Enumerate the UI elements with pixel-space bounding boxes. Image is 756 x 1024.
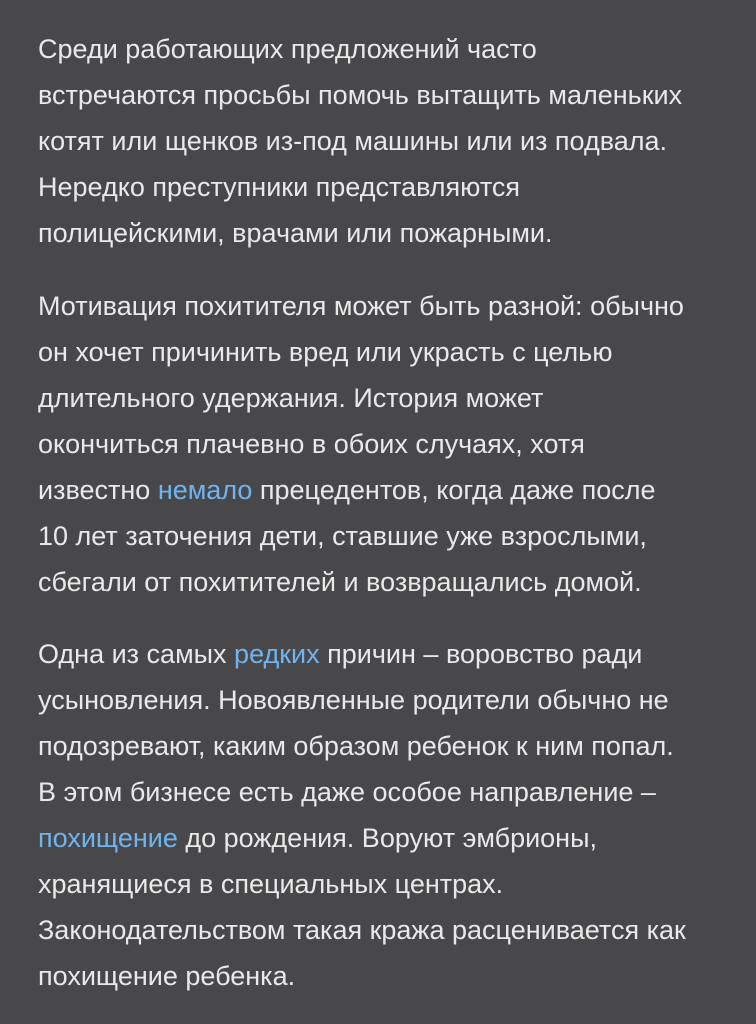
- text-line: [38, 861, 503, 907]
- text-segment: встречаются просьбы помочь вытащить маленьких: [38, 80, 683, 110]
- text-line: [38, 769, 656, 815]
- inline-link[interactable]: немало: [157, 475, 253, 505]
- text-segment: длительного удержания. История может: [38, 383, 544, 413]
- text-line: [38, 907, 686, 953]
- text-segment: 10 лет заточения дети, ставшие уже взрослыми,: [38, 521, 647, 551]
- text-line: [38, 559, 642, 605]
- text-segment: котят или щенков из-под машины или из подвала.: [38, 126, 668, 156]
- text-segment: Одна из самых: [38, 639, 235, 669]
- text-segment: похищение ребенка.: [38, 961, 296, 991]
- text-segment: Законодательством такая кража расценивается как: [38, 915, 686, 945]
- text-segment: причин – воровство ради: [319, 639, 643, 669]
- text-line: [38, 118, 667, 164]
- text-segment: полицейскими, врачами или пожарными.: [38, 218, 553, 248]
- text-line: [38, 283, 684, 329]
- text-line: [38, 375, 543, 421]
- text-line: [38, 26, 537, 72]
- text-line: [38, 953, 295, 999]
- text-segment: сбегали от похитителей и возвращались домой.: [38, 567, 642, 597]
- text-segment: В этом бизнесе есть даже особое направление –: [38, 777, 656, 807]
- inline-link[interactable]: редких: [234, 639, 320, 669]
- text-line: [38, 467, 656, 513]
- text-segment: до рождения. Воруют эмбрионы,: [177, 823, 598, 853]
- text-segment: известно: [38, 475, 158, 505]
- text-segment: прецедентов, когда даже после: [252, 475, 656, 505]
- text-segment: подозревают, каким образом ребенок к ним попал.: [38, 731, 674, 761]
- text-line: [38, 421, 585, 467]
- text-line: [38, 329, 613, 375]
- text-segment: он хочет причинить вред или украсть с целью: [38, 337, 613, 367]
- text-segment: хранящиеся в специальных центрах.: [38, 869, 504, 899]
- text-segment: Нередко преступники представляются: [38, 172, 521, 202]
- text-line: [38, 815, 597, 861]
- text-segment: Мотивация похитителя может быть разной: обычно: [38, 291, 684, 321]
- text-segment: Среди работающих предложений часто: [38, 34, 537, 64]
- text-line: [38, 164, 520, 210]
- text-line: [38, 677, 669, 723]
- text-segment: усыновления. Новоявленные родители обычно не: [38, 685, 669, 715]
- text-line: [38, 513, 647, 559]
- inline-link[interactable]: похищение: [38, 823, 178, 853]
- text-line: [38, 723, 674, 769]
- text-line: [38, 631, 642, 677]
- text-line: [38, 72, 682, 118]
- text-line: [38, 210, 553, 256]
- text-segment: окончиться плачевно в обоих случаях, хотя: [38, 429, 585, 459]
